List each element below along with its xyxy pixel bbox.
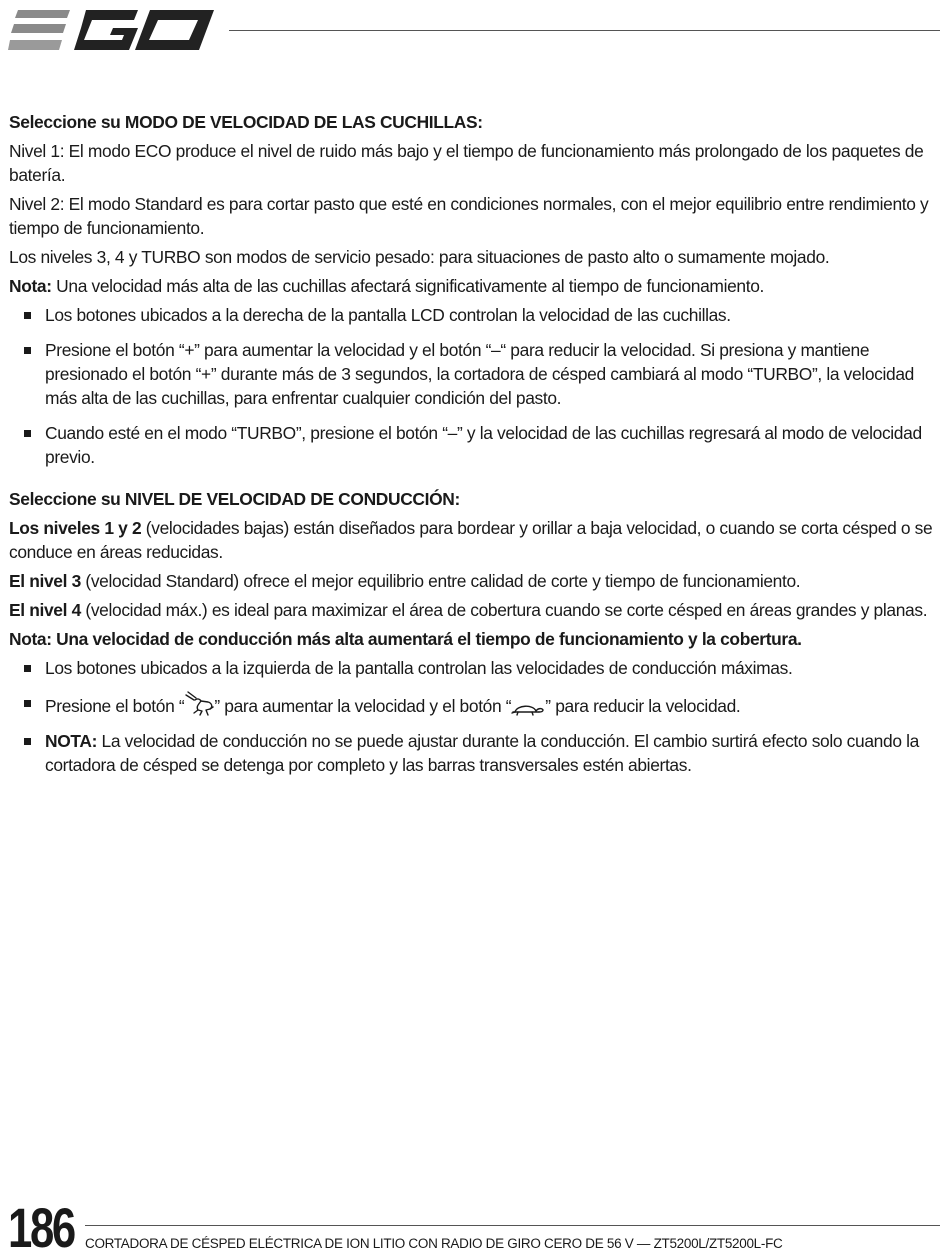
list-item	[9, 691, 941, 718]
bullet-square-icon	[24, 430, 31, 437]
bullet-text: Presione el botón “+” para aumentar la velocidad y el botón “–“ para reducir la velocidad. Si presiona y mantiene presionado el botón “+” durante más de 3 segundos, la cortadora de césped cambiará al modo “TURBO”, la velocidad más alta de las cuchillas, para enfrentar cualquier condición del pasto.	[45, 340, 915, 408]
bold-label: Los niveles 1 y 2	[9, 518, 142, 538]
blade-heavy-levels: Los niveles 3, 4 y TURBO son modos de servicio pesado: para situaciones de pasto alto o sumamente mojado.	[9, 247, 830, 267]
page-content	[9, 110, 941, 788]
list-item	[9, 421, 941, 469]
blade-note	[9, 274, 941, 298]
bullet-text: Los botones ubicados a la izquierda de la pantalla controlan las velocidades de conducción máximas.	[45, 658, 793, 678]
bold-label: NOTA:	[45, 731, 98, 751]
turtle-icon	[511, 701, 545, 717]
page-footer	[0, 1190, 950, 1260]
bullet-text: Los botones ubicados a la derecha de la pantalla LCD controlan la velocidad de las cuchillas.	[45, 305, 731, 325]
bullet-square-icon	[24, 312, 31, 319]
list-item	[9, 729, 941, 777]
list-item	[9, 303, 941, 327]
drive-note	[9, 627, 941, 651]
blade-bullet-list	[9, 303, 941, 469]
bold-label: El nivel 3	[9, 571, 81, 591]
ego-logo	[8, 6, 216, 54]
bullet-square-icon	[24, 738, 31, 745]
bullet-square-icon	[24, 665, 31, 672]
blade-speed-heading: Seleccione su MODO DE VELOCIDAD DE LAS CUCHILLAS:	[9, 112, 483, 132]
footer-rule	[85, 1225, 940, 1226]
bold-label: El nivel 4	[9, 600, 81, 620]
bullet-text: ” para aumentar la velocidad y el botón “	[214, 696, 512, 716]
note-label: Nota:	[9, 276, 52, 296]
blade-level-1: Nivel 1: El modo ECO produce el nivel de ruido más bajo y el tiempo de funcionamiento más prolongado de los paquetes de batería.	[9, 141, 924, 185]
footer-title: CORTADORA DE CÉSPED ELÉCTRICA DE ION LITIO CON RADIO DE GIRO CERO DE 56 V — ZT5200L/ZT5200L-FC	[85, 1236, 783, 1251]
page-number: 186	[8, 1196, 74, 1259]
drive-level-4	[9, 598, 941, 622]
header-rule	[229, 30, 940, 31]
drive-level-3	[9, 569, 941, 593]
bullet-text: Cuando esté en el modo “TURBO”, presione el botón “–” y la velocidad de las cuchillas regresará al modo de velocidad previo.	[45, 423, 922, 467]
paragraph-text: (velocidades bajas) están diseñados para bordear y orillar a baja velocidad, o cuando se corta césped o se conduce en áreas reducidas.	[9, 518, 933, 562]
paragraph-text: (velocidad máx.) es ideal para maximizar el área de cobertura cuando se corte césped en áreas grandes y planas.	[80, 600, 928, 620]
rabbit-icon	[184, 691, 214, 717]
bullet-text: ” para reducir la velocidad.	[545, 696, 741, 716]
drive-speed-heading: Seleccione su NIVEL DE VELOCIDAD DE CONDUCCIÓN:	[9, 489, 460, 509]
paragraph-text: (velocidad Standard) ofrece el mejor equilibrio entre calidad de corte y tiempo de funcionamiento.	[80, 571, 801, 591]
blade-level-2: Nivel 2: El modo Standard es para cortar pasto que esté en condiciones normales, con el mejor equilibrio entre rendimiento y tiempo de funcionamiento.	[9, 194, 929, 238]
drive-levels-1-2	[9, 516, 941, 564]
note-bold-text: Nota: Una velocidad de conducción más alta aumentará el tiempo de funcionamiento y la cobertura.	[9, 629, 802, 649]
bullet-text: Presione el botón “	[45, 696, 185, 716]
bullet-square-icon	[24, 347, 31, 354]
drive-bullet-list	[9, 656, 941, 777]
page-header	[0, 0, 950, 60]
list-item	[9, 338, 941, 410]
bullet-square-icon	[24, 700, 31, 707]
note-text: Una velocidad más alta de las cuchillas afectará significativamente al tiempo de funcionamiento.	[51, 276, 765, 296]
bullet-text: La velocidad de conducción no se puede ajustar durante la conducción. El cambio surtirá efecto solo cuando la cortadora de césped se detenga por completo y las barras transversales estén abiertas.	[45, 731, 919, 775]
list-item	[9, 656, 941, 680]
